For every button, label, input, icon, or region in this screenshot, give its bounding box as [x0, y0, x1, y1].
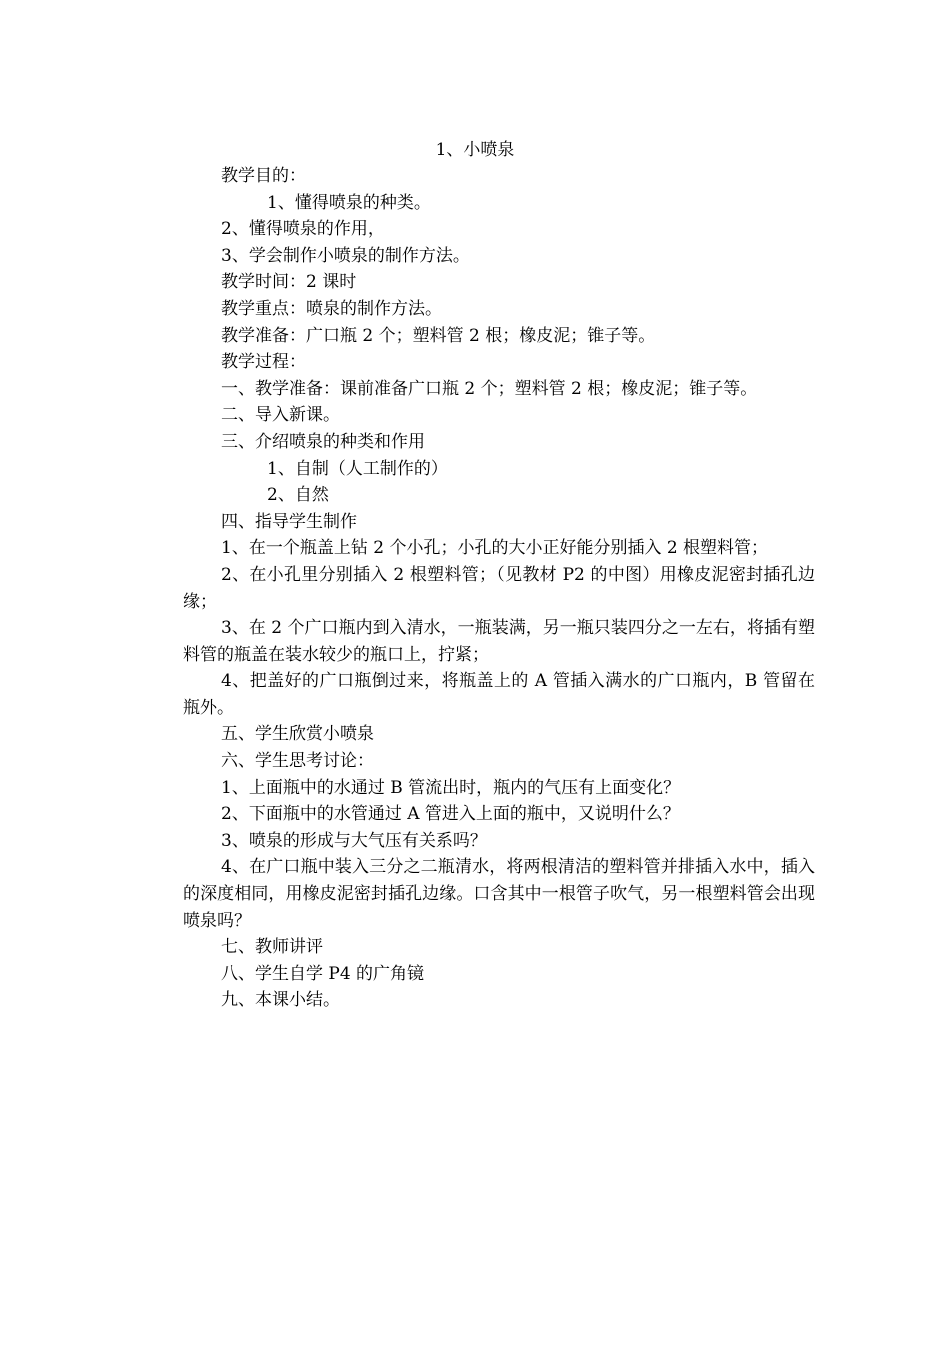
document-body: [183, 163, 815, 1014]
document-title: 1、小喷泉: [435, 140, 515, 160]
teaching-materials: 教学准备：广口瓶 2 个；塑料管 2 根；橡皮泥；锥子等。: [221, 325, 656, 346]
step-7-teacher-review: 七、教师讲评: [221, 937, 323, 958]
step-9-summary: 九、本课小结。: [221, 990, 340, 1011]
teaching-focus: 教学重点：喷泉的制作方法。: [221, 298, 442, 319]
objective-item-2: 2、懂得喷泉的作用，: [221, 219, 385, 240]
type-item-1: 1、自制（人工制作的）: [267, 458, 448, 479]
section-process-heading: 教学过程：: [221, 352, 306, 373]
guidance-item-4: 4、把盖好的广口瓶倒过来，将瓶盖上的 A 管插入满水的广口瓶内，B 管留在瓶外。: [183, 671, 815, 718]
step-1-preparation: 一、教学准备：课前准备广口瓶 2 个；塑料管 2 根；橡皮泥；锥子等。: [221, 378, 758, 399]
type-item-2: 2、自然: [267, 485, 329, 506]
section-objectives-heading: 教学目的：: [221, 166, 306, 186]
question-item-2: 2、下面瓶中的水管通过 A 管进入上面的瓶中，又说明什么？: [221, 804, 680, 825]
guidance-item-2: 2、在小孔里分别插入 2 根塑料管；（见教材 P2 的中图）用橡皮泥密封插孔边缘；: [183, 564, 815, 612]
step-2-introduction: 二、导入新课。: [221, 405, 340, 426]
step-5-appreciation: 五、学生欣赏小喷泉: [221, 724, 374, 745]
question-item-3: 3、喷泉的形成与大气压有关系吗？: [221, 830, 487, 851]
step-6-discussion: 六、学生思考讨论：: [221, 751, 374, 772]
objective-item-1: 1、懂得喷泉的种类。: [267, 192, 431, 213]
question-item-1: 1、上面瓶中的水通过 B 管流出时，瓶内的气压有上面变化？: [221, 777, 681, 798]
guidance-item-1: 1、在一个瓶盖上钻 2 个小孔；小孔的大小正好能分别插入 2 根塑料管；: [221, 538, 769, 559]
objective-item-3: 3、学会制作小喷泉的制作方法。: [221, 245, 470, 266]
step-4-guidance: 四、指导学生制作: [221, 511, 357, 532]
teaching-time: 教学时间：2 课时: [221, 272, 357, 293]
guidance-item-3: 3、在 2 个广口瓶内到入清水，一瓶装满，另一瓶只装四分之一左右，将插有塑料管的瓶盖在装水较少的瓶口上，拧紧；: [183, 618, 815, 665]
step-3-types-and-uses: 三、介绍喷泉的种类和作用: [221, 431, 425, 452]
question-item-4: 4、在广口瓶中装入三分之二瓶清水，将两根清洁的塑料管并排插入水中，插入的深度相同，用橡皮泥密封插孔边缘。口含其中一根管子吹气，另一根塑料管会出现喷泉吗？: [183, 857, 815, 931]
step-8-self-study: 八、学生自学 P4 的广角镜: [221, 963, 425, 984]
